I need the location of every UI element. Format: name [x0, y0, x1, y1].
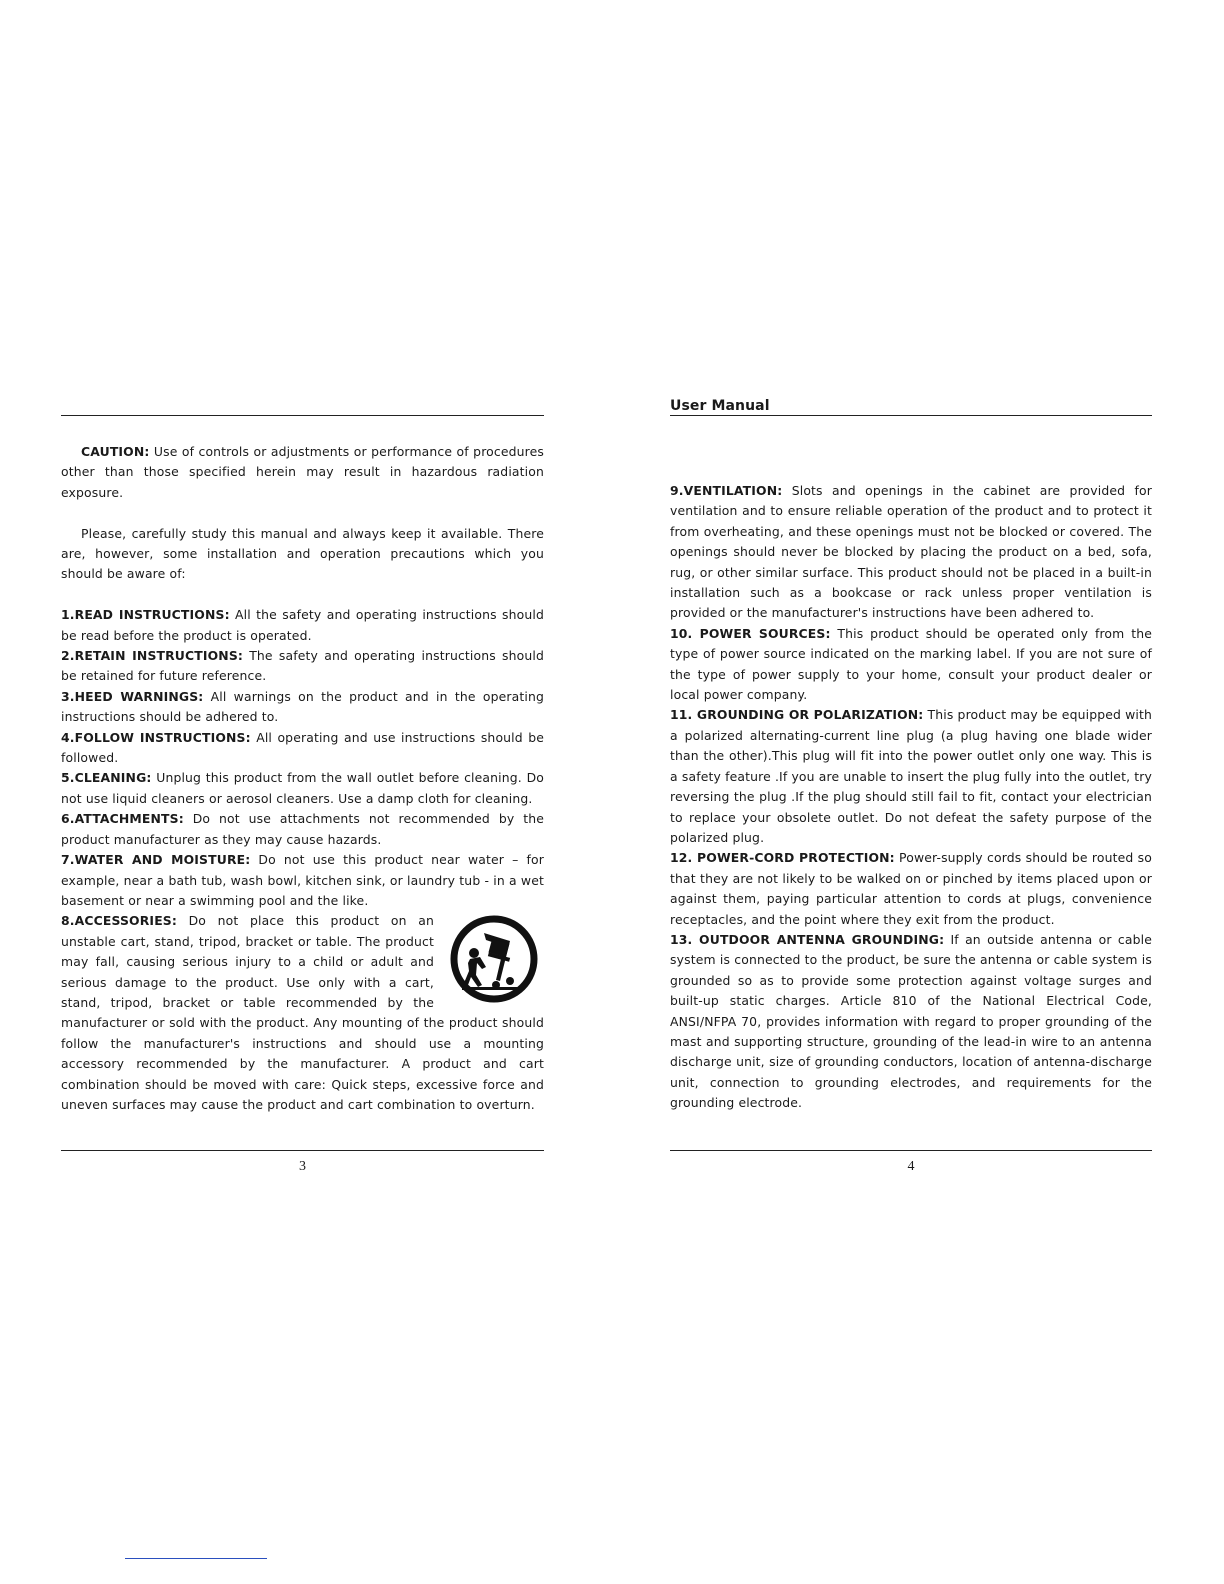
bottom-rule: [61, 1150, 544, 1151]
instruction-item: [61, 809, 544, 850]
item-label: 9.VENTILATION:: [670, 483, 783, 498]
page-number: 4: [907, 1159, 915, 1174]
instruction-item: [61, 850, 544, 911]
item-label: 8.ACCESSORIES:: [61, 913, 177, 929]
item-label: 4.FOLLOW INSTRUCTIONS:: [61, 729, 251, 745]
instruction-item: [670, 848, 1152, 930]
instruction-item: [670, 481, 1152, 624]
instruction-item: [670, 624, 1152, 706]
cart-tip-over-warning-icon: [444, 911, 544, 1007]
item-text: This product should be operated only from the type of power source indicated on the marking label. If you are not sure of the type of power supply to your home, consult your product dealer or local power company.: [670, 625, 1153, 703]
item-label: 10. POWER SOURCES:: [670, 625, 831, 641]
item-text: Power-supply cords should be routed so that they are not likely to be walked on or pinched by items placed upon or against them, paying particular attention to cords at plugs, convenience receptacles, and the point where they exit from the product.: [670, 850, 1152, 927]
instruction-item: [670, 930, 1152, 1114]
instruction-item: [61, 605, 544, 646]
item-label: 2.RETAIN INSTRUCTIONS:: [61, 648, 244, 664]
item-text: Do not use attachments not recommended by the product manufacturer as they may cause hazards.: [61, 811, 544, 847]
item-label: 6.ATTACHMENTS:: [61, 811, 184, 827]
caution-text: Use of controls or adjustments or performance of procedures other than those specified herein may result in hazardous radiation exposure.: [61, 444, 544, 500]
item-text: Unplug this product from the wall outlet before cleaning. Do not use liquid cleaners or aerosol cleaners. Use a damp cloth for cleaning.: [61, 770, 544, 806]
instruction-item: [61, 911, 544, 1115]
item-text: All warnings on the product and in the operating instructions should be adhered to.: [61, 688, 545, 725]
instruction-item: [61, 646, 544, 687]
instruction-item: [61, 687, 544, 728]
header-title: User Manual: [670, 398, 770, 414]
item-text: This product may be equipped with a polarized alternating-current line plug (a plug having one blade wider than the other).This plug will fit into the power outlet only one way. This is a safety feature .If you are unable to insert the plug fully into the outlet, try reversing the plug .If the plug should still fail to fit, contact your electrician to replace your obsolete outlet. Do not defeat the safety purpose of the polarized plug.: [670, 707, 1153, 845]
item-label: 11. GROUNDING OR POLARIZATION:: [670, 707, 924, 723]
item-text: Do not place this product on an unstable cart, stand, tripod, bracket or table. The product may fall, causing serious injury to a child or adult and serious damage to the product. Use only with a cart, stand, tripod, bracket or table recommended by the manufacturer or sold with the product. Any mounting of the product should follow the manufacturer's instructions and should use a mounting accessory recommended by the manufacturer. A product and cart combination should be moved with care: Quick steps, excessive force and uneven surfaces may cause the product and cart combination to overturn.: [61, 913, 544, 1112]
item-text: The safety and operating instructions should be retained for future reference.: [61, 648, 544, 684]
top-rule: [670, 415, 1152, 416]
item-label: 5.CLEANING:: [61, 770, 152, 786]
right-page-body: [670, 481, 1152, 1114]
page-number: 3: [299, 1159, 306, 1174]
intro-paragraph: Please, carefully study this manual and always keep it available. There are, however, some installation and operation precautions which you should be aware of:: [61, 525, 544, 582]
item-label: 12. POWER-CORD PROTECTION:: [670, 850, 895, 866]
instruction-item: [670, 705, 1152, 848]
caution-paragraph: [61, 442, 544, 503]
caution-label: CAUTION:: [81, 444, 150, 459]
left-page: [61, 400, 544, 1180]
item-text: Slots and openings in the cabinet are provided for ventilation and to ensure reliable operation of the product and to protect it from overheating, and these openings must not be blocked or covered. The openings should never be blocked by placing the product on a bed, sofa, rug, or other similar surface. This product should not be placed in a built-in installation such as a bookcase or rack unless proper ventilation is provided or the manufacturer's instructions have been adhered to.: [670, 483, 1152, 621]
item-label: 7.WATER AND MOISTURE:: [61, 852, 251, 868]
bottom-link-underline[interactable]: [125, 1558, 267, 1559]
item-text: If an outside antenna or cable system is connected to the product, be sure the antenna or cable system is grounded so as to provide some protection against voltage surges and built-up static charges. Article 810 of the National Electrical Code, ANSI/NFPA 70, provides information with regard to proper grounding of the mast and supporting structure, grounding of the lead-in wire to an antenna discharge unit, size of grounding conductors, location of antenna-discharge unit, connection to grounding electrodes, and requirements for the grounding electrode.: [670, 931, 1152, 1111]
bottom-rule: [670, 1150, 1152, 1151]
item-text: All operating and use instructions should be followed.: [61, 729, 545, 766]
instruction-item: [61, 768, 544, 809]
item-text: All the safety and operating instructions should be read before the product is operated.: [61, 607, 544, 643]
item-label: 3.HEED WARNINGS:: [61, 688, 204, 704]
item-label: 1.READ INSTRUCTIONS:: [61, 607, 230, 623]
left-page-body: [61, 442, 544, 1115]
right-page: [670, 400, 1152, 1180]
top-rule: [61, 415, 544, 416]
item-label: 13. OUTDOOR ANTENNA GROUNDING:: [670, 931, 945, 947]
instruction-item: [61, 728, 544, 769]
item-text: Do not use this product near water – for example, near a bath tub, wash bowl, kitchen sink, or laundry tub - in a wet basement or near a swimming pool and the like.: [61, 852, 544, 908]
